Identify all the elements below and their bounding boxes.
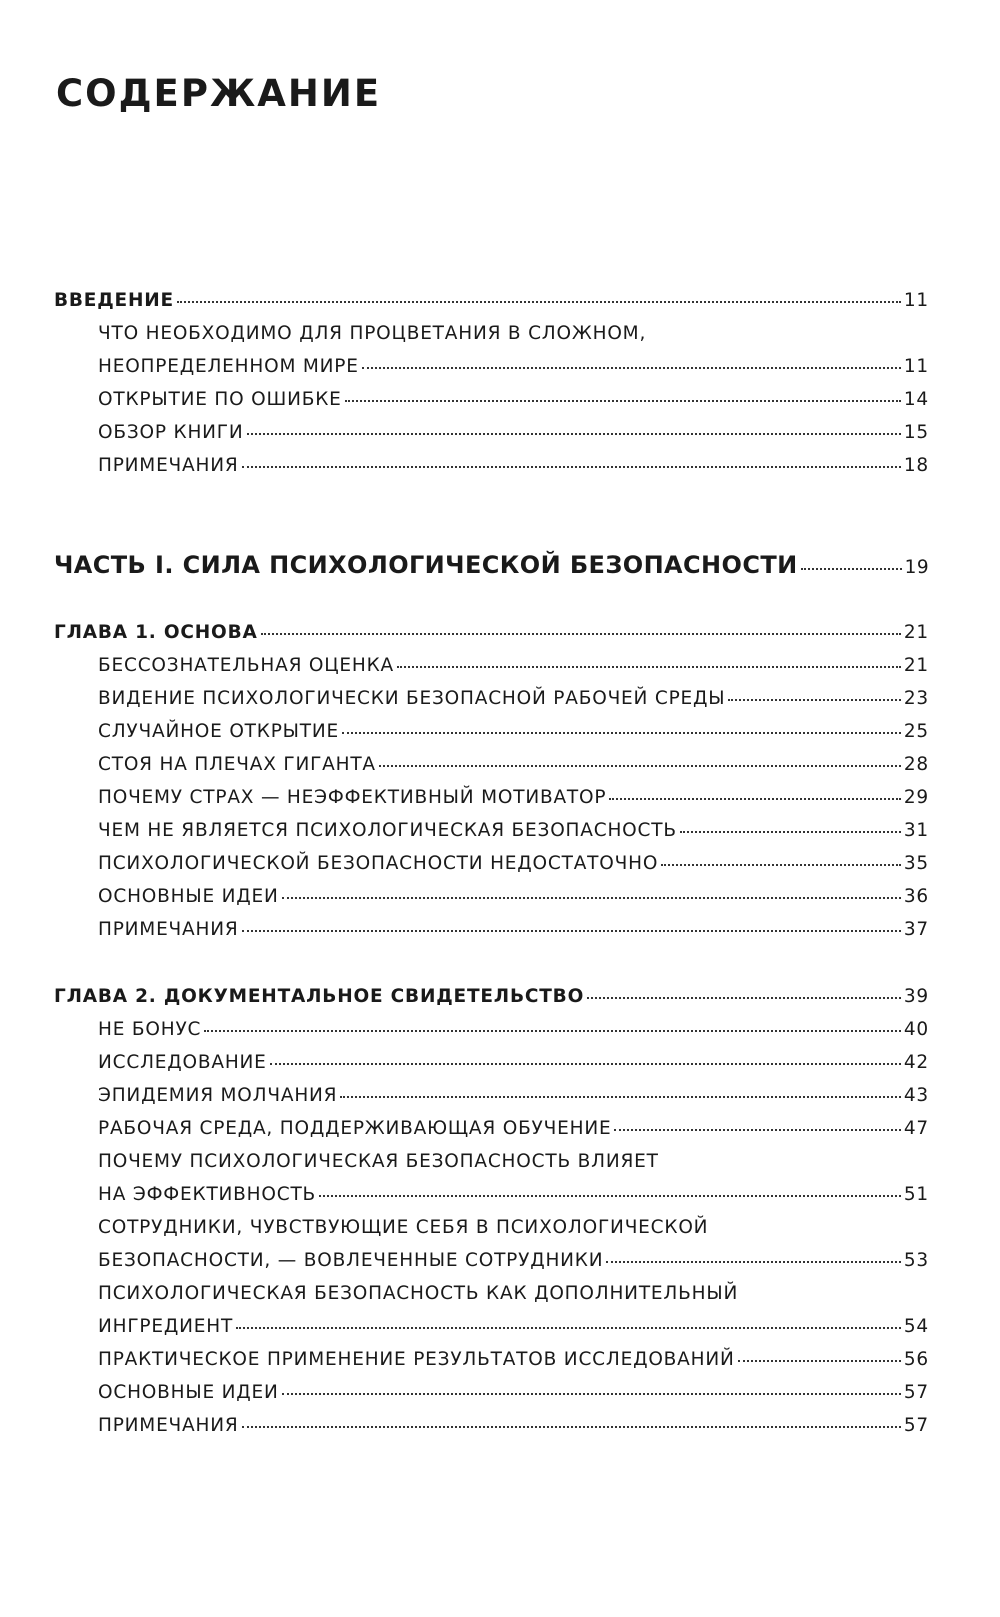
leader-dots — [340, 1096, 901, 1098]
toc-entry-label: ОБЗОР КНИГИ — [98, 422, 244, 443]
toc-page-number: 15 — [903, 422, 929, 443]
toc-entry[interactable] — [98, 1021, 929, 1040]
toc-entry[interactable] — [98, 1120, 929, 1139]
toc-page-number: 43 — [903, 1085, 929, 1106]
toc-entry[interactable] — [98, 1186, 929, 1205]
toc-entry-label-line1: ПСИХОЛОГИЧЕСКАЯ БЕЗОПАСНОСТЬ КАК ДОПОЛНИТЕЛЬНЫЙ — [98, 1283, 739, 1304]
toc-entry[interactable] — [98, 657, 929, 676]
toc-entry[interactable] — [98, 358, 929, 377]
toc-page-number: 23 — [903, 688, 929, 709]
toc-page-number: 25 — [903, 721, 929, 742]
toc-entry-label-line1: СОТРУДНИКИ, ЧУВСТВУЮЩИЕ СЕБЯ В ПСИХОЛОГИЧЕСКОЙ — [98, 1217, 709, 1238]
toc-entry[interactable] — [98, 1351, 929, 1370]
toc-page-number: 37 — [903, 919, 929, 940]
toc-part-label: ЧАСТЬ I. СИЛА ПСИХОЛОГИЧЕСКОЙ БЕЗОПАСНОСТИ — [54, 551, 798, 579]
leader-dots — [319, 1195, 901, 1197]
toc-entry-label: НА ЭФФЕКТИВНОСТЬ — [98, 1184, 317, 1205]
toc-entry-label: НЕОПРЕДЕЛЕННОМ МИРЕ — [98, 356, 359, 377]
leader-dots — [397, 666, 901, 668]
leader-dots — [261, 633, 901, 635]
toc-entry-label: ОТКРЫТИЕ ПО ОШИБКЕ — [98, 389, 342, 410]
leader-dots — [242, 466, 901, 468]
leader-dots — [282, 897, 901, 899]
toc-page-number: 18 — [903, 455, 929, 476]
leader-dots — [661, 864, 901, 866]
toc-page-number: 47 — [903, 1118, 929, 1139]
toc-entry-line — [98, 325, 929, 344]
leader-dots — [270, 1063, 901, 1065]
toc-entry[interactable] — [98, 789, 929, 808]
leader-dots — [587, 997, 901, 999]
toc-page-number: 11 — [903, 290, 929, 311]
toc-entry-label: ВВЕДЕНИЕ — [54, 290, 174, 311]
toc-entry-label: НЕ БОНУС — [98, 1019, 202, 1040]
toc-page-number: 54 — [903, 1316, 929, 1337]
leader-dots — [609, 798, 901, 800]
toc-entry-label: БЕЗОПАСНОСТИ, — ВОВЛЕЧЕННЫЕ СОТРУДНИКИ — [98, 1250, 604, 1271]
toc-entry-line — [98, 1153, 929, 1172]
toc-entry-label: ПОЧЕМУ СТРАХ — НЕЭФФЕКТИВНЫЙ МОТИВАТОР — [98, 787, 607, 808]
toc-entry[interactable] — [98, 1417, 929, 1436]
toc-page-number: 21 — [903, 622, 929, 643]
toc-entry[interactable] — [98, 1252, 929, 1271]
toc-entry-label: ВИДЕНИЕ ПСИХОЛОГИЧЕСКИ БЕЗОПАСНОЙ РАБОЧЕЙ СРЕДЫ — [98, 688, 726, 709]
toc-entry[interactable] — [98, 690, 929, 709]
toc-entry[interactable] — [98, 855, 929, 874]
toc-entry[interactable] — [98, 921, 929, 940]
toc-entry[interactable] — [98, 1384, 929, 1403]
leader-dots — [242, 1426, 901, 1428]
page-title: СОДЕРЖАНИЕ — [56, 72, 382, 115]
toc-page-number: 56 — [903, 1349, 929, 1370]
toc-entry-label: ПРИМЕЧАНИЯ — [98, 455, 239, 476]
toc-entry-line — [98, 1285, 929, 1304]
toc-entry[interactable] — [98, 756, 929, 775]
toc-page-number: 21 — [903, 655, 929, 676]
toc-page-number: 19 — [904, 557, 929, 578]
toc-entry-label: РАБОЧАЯ СРЕДА, ПОДДЕРЖИВАЮЩАЯ ОБУЧЕНИЕ — [98, 1118, 612, 1139]
toc-chapter-label: ГЛАВА 2. ДОКУМЕНТАЛЬНОЕ СВИДЕТЕЛЬСТВО — [54, 986, 585, 1007]
leader-dots — [738, 1360, 901, 1362]
toc-entry-label: ОСНОВНЫЕ ИДЕИ — [98, 1382, 279, 1403]
toc-page-number: 36 — [903, 886, 929, 907]
toc-entry-label: ОСНОВНЫЕ ИДЕИ — [98, 886, 279, 907]
toc-entry-intro[interactable] — [54, 292, 929, 311]
toc-page-number: 11 — [903, 356, 929, 377]
leader-dots — [247, 433, 901, 435]
leader-dots — [728, 699, 900, 701]
leader-dots — [342, 732, 901, 734]
leader-dots — [606, 1261, 900, 1263]
leader-dots — [177, 301, 901, 303]
toc-entry-label: СЛУЧАЙНОЕ ОТКРЫТИЕ — [98, 721, 340, 742]
toc-entry-line — [98, 1219, 929, 1238]
toc-entry[interactable] — [98, 888, 929, 907]
toc-entry-label: ПСИХОЛОГИЧЕСКОЙ БЕЗОПАСНОСТИ НЕДОСТАТОЧНО — [98, 853, 659, 874]
toc-entry[interactable] — [98, 723, 929, 742]
toc-page-number: 57 — [903, 1415, 929, 1436]
toc-page-number: 28 — [903, 754, 929, 775]
toc-entry[interactable] — [98, 424, 929, 443]
toc-entry-label: СТОЯ НА ПЛЕЧАХ ГИГАНТА — [98, 754, 376, 775]
leader-dots — [282, 1393, 901, 1395]
toc-entry[interactable] — [98, 1087, 929, 1106]
toc-entry[interactable] — [98, 457, 929, 476]
leader-dots — [362, 367, 901, 369]
leader-dots — [345, 400, 901, 402]
leader-dots — [379, 765, 901, 767]
toc-entry-label-line1: ПОЧЕМУ ПСИХОЛОГИЧЕСКАЯ БЕЗОПАСНОСТЬ ВЛИЯЕТ — [98, 1151, 659, 1172]
toc-entry-chapter-1[interactable] — [54, 624, 929, 643]
toc-entry[interactable] — [98, 1318, 929, 1337]
leader-dots — [242, 930, 901, 932]
toc-entry-label: ЧЕМ НЕ ЯВЛЯЕТСЯ ПСИХОЛОГИЧЕСКАЯ БЕЗОПАСНОСТЬ — [98, 820, 677, 841]
leader-dots — [236, 1327, 901, 1329]
toc-page-number: 40 — [903, 1019, 929, 1040]
leader-dots — [614, 1129, 900, 1131]
toc-entry-label-line1: ЧТО НЕОБХОДИМО ДЛЯ ПРОЦВЕТАНИЯ В СЛОЖНОМ, — [98, 323, 647, 344]
leader-dots — [801, 568, 902, 570]
leader-dots — [680, 831, 901, 833]
toc-page-number: 35 — [903, 853, 929, 874]
toc-page-number: 57 — [903, 1382, 929, 1403]
toc-page-number: 42 — [903, 1052, 929, 1073]
toc-chapter-label: ГЛАВА 1. ОСНОВА — [54, 622, 258, 643]
toc-entry[interactable] — [98, 822, 929, 841]
toc-entry[interactable] — [98, 391, 929, 410]
toc-entry-label: ИССЛЕДОВАНИЕ — [98, 1052, 267, 1073]
toc-entry-part-1[interactable] — [54, 553, 929, 578]
toc-entry[interactable] — [98, 1054, 929, 1073]
toc-entry-label: ЭПИДЕМИЯ МОЛЧАНИЯ — [98, 1085, 338, 1106]
toc-entry-label: БЕССОЗНАТЕЛЬНАЯ ОЦЕНКА — [98, 655, 395, 676]
toc-entry-label: ПРИМЕЧАНИЯ — [98, 1415, 239, 1436]
toc-entry-label: ПРИМЕЧАНИЯ — [98, 919, 239, 940]
toc-entry-label: ПРАКТИЧЕСКОЕ ПРИМЕНЕНИЕ РЕЗУЛЬТАТОВ ИССЛЕДОВАНИЙ — [98, 1349, 735, 1370]
toc-page-number: 53 — [903, 1250, 929, 1271]
toc-page-number: 51 — [903, 1184, 929, 1205]
toc-entry-chapter-2[interactable] — [54, 988, 929, 1007]
toc-page-number: 29 — [903, 787, 929, 808]
leader-dots — [204, 1030, 901, 1032]
toc-page-number: 31 — [903, 820, 929, 841]
toc-page-number: 14 — [903, 389, 929, 410]
toc-entry-label: ИНГРЕДИЕНТ — [98, 1316, 234, 1337]
toc-page-number: 39 — [903, 986, 929, 1007]
